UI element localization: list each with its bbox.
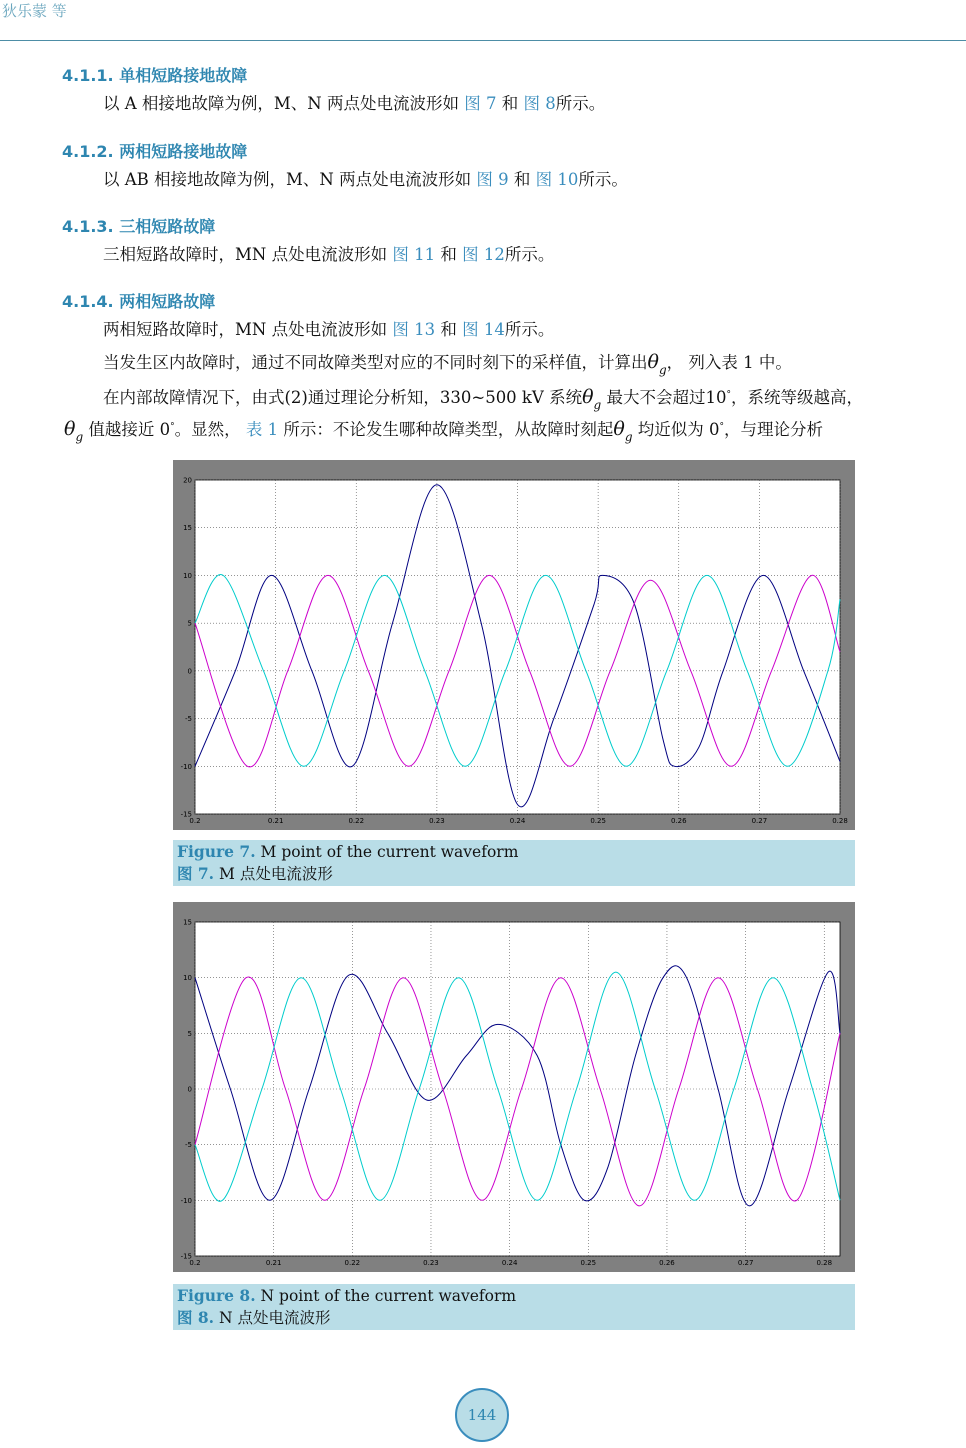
- caption-label: 图 8.: [177, 1308, 215, 1327]
- y-tick-label: 0: [187, 1085, 192, 1094]
- figure-link-11[interactable]: 图 11: [392, 245, 436, 264]
- figure-link-14[interactable]: 图 14: [462, 320, 505, 339]
- y-tick-label: -15: [180, 1252, 192, 1261]
- caption-text: M 点处电流波形: [219, 865, 333, 883]
- caption-label: Figure 7.: [177, 842, 256, 861]
- text-run: 在内部故障情况下，由式(2)通过理论分析知，330~500 kV 系统: [103, 388, 583, 407]
- x-tick-label: 0.21: [267, 817, 284, 825]
- text-run: 所示。: [504, 320, 555, 339]
- text-run: 和: [513, 170, 531, 189]
- paragraph-theta-1: [103, 351, 792, 381]
- y-tick-label: 5: [187, 1029, 192, 1038]
- y-tick-label: -10: [180, 1196, 192, 1205]
- figure-link-7[interactable]: 图 7: [464, 94, 497, 113]
- y-tick-label: -10: [180, 762, 192, 771]
- section-text-4-1-1: [103, 93, 605, 115]
- x-tick-label: 0.23: [429, 817, 445, 825]
- theta-subscript: g: [593, 398, 602, 412]
- text-run: ， 列入表 1 中。: [666, 353, 792, 372]
- text-run: 和: [440, 320, 457, 339]
- caption-text: N point of the current waveform: [260, 1287, 517, 1305]
- degree-symbol: °: [719, 422, 725, 432]
- figure-link-12[interactable]: 图 12: [462, 245, 505, 264]
- x-tick-label: 0.26: [659, 1259, 675, 1267]
- theta-symbol: θ: [613, 418, 625, 440]
- degree-symbol: °: [726, 390, 731, 400]
- x-tick-label: 0.26: [670, 817, 687, 825]
- x-tick-label: 0.27: [751, 817, 768, 825]
- running-header: 狄乐蒙 等: [2, 2, 67, 20]
- text-run: 最大不会超过10: [606, 388, 727, 407]
- section-heading-4-1-2: 4.1.2. 两相短路接地故障: [62, 142, 248, 161]
- text-run: 和: [501, 94, 519, 113]
- paragraph-theta-3: [64, 416, 823, 448]
- text-run: 。显然，: [174, 420, 241, 439]
- section-heading-4-1-3: 4.1.3. 三相短路故障: [62, 217, 216, 236]
- text-run: 和: [440, 245, 457, 264]
- header-rule: [0, 40, 966, 41]
- theta-symbol: θ: [582, 386, 594, 408]
- x-tick-label: 0.28: [832, 817, 848, 825]
- figure-7-caption: [173, 840, 855, 886]
- x-tick-label: 0.25: [590, 817, 606, 825]
- caption-label: Figure 8.: [177, 1286, 256, 1305]
- text-run: 两相短路故障时，MN 点处电流波形如: [103, 320, 388, 339]
- text-run: 所示。: [504, 245, 555, 264]
- caption-en: [177, 1285, 855, 1307]
- caption-cn: [177, 1307, 855, 1329]
- text-run: 所示。: [555, 94, 606, 113]
- section-heading-4-1-4: 4.1.4. 两相短路故障: [62, 292, 216, 311]
- table-link-1[interactable]: 表 1: [245, 420, 279, 439]
- x-tick-label: 0.24: [501, 1259, 518, 1267]
- paragraph-theta-2: [103, 384, 863, 416]
- figure-link-10[interactable]: 图 10: [535, 170, 579, 189]
- figure-8-chart: [173, 902, 855, 1272]
- text-run: 值越接近 0: [88, 420, 171, 439]
- y-tick-label: -5: [185, 715, 192, 724]
- section-text-4-1-2: [103, 169, 628, 191]
- plot-area: [195, 480, 840, 814]
- text-run: ，系统等级越高，: [730, 388, 863, 407]
- y-tick-label: -5: [185, 1141, 192, 1150]
- theta-subscript: g: [658, 363, 667, 377]
- y-tick-label: 0: [187, 667, 192, 676]
- y-tick-label: -15: [180, 810, 192, 819]
- theta-subscript: g: [624, 430, 633, 444]
- figure-8-caption: [173, 1284, 855, 1330]
- section-text-4-1-4: [103, 319, 554, 341]
- x-tick-label: 0.22: [348, 817, 365, 825]
- text-run: ，与理论分析: [724, 420, 824, 439]
- text-run: 以 AB 相接地故障为例，M、N 两点处电流波形如: [103, 170, 472, 189]
- x-tick-label: 0.21: [265, 1259, 282, 1267]
- section-heading-4-1-1: 4.1.1. 单相短路接地故障: [62, 66, 248, 85]
- theta-symbol: θ: [647, 351, 659, 373]
- theta-symbol: θ: [64, 418, 76, 440]
- text-run: 以 A 相接地故障为例，M、N 两点处电流波形如: [103, 94, 459, 113]
- figure-link-8[interactable]: 图 8: [523, 94, 556, 113]
- caption-label: 图 7.: [177, 864, 215, 883]
- y-tick-label: 10: [183, 571, 192, 580]
- y-tick-label: 15: [183, 918, 192, 927]
- text-run: 当发生区内故障时，通过不同故障类型对应的不同时刻下的采样值，计算出: [103, 353, 648, 372]
- section-text-4-1-3: [103, 244, 554, 266]
- x-tick-label: 0.2: [189, 1259, 201, 1267]
- figure-link-13[interactable]: 图 13: [392, 320, 436, 339]
- figure-8: [173, 902, 855, 1272]
- figure-7-chart: [173, 460, 855, 830]
- text-run: 所示：不论发生哪种故障类型，从故障时刻起: [283, 420, 614, 439]
- y-tick-label: 5: [187, 619, 192, 628]
- x-tick-label: 0.24: [509, 817, 526, 825]
- y-tick-label: 20: [183, 476, 192, 485]
- caption-en: [177, 841, 855, 863]
- y-tick-label: 10: [183, 974, 192, 983]
- x-tick-label: 0.2: [189, 817, 201, 825]
- x-tick-label: 0.22: [344, 1259, 361, 1267]
- caption-cn: [177, 863, 855, 885]
- page-number: 144: [455, 1388, 509, 1442]
- x-tick-label: 0.27: [737, 1259, 754, 1267]
- caption-text: M point of the current waveform: [260, 843, 519, 861]
- y-tick-label: 15: [183, 524, 192, 533]
- theta-subscript: g: [75, 430, 84, 444]
- caption-text: N 点处电流波形: [219, 1309, 331, 1327]
- x-tick-label: 0.28: [816, 1259, 833, 1267]
- figure-link-9[interactable]: 图 9: [476, 170, 509, 189]
- text-run: 三相短路故障时，MN 点处电流波形如: [103, 245, 388, 264]
- degree-symbol: °: [170, 422, 175, 432]
- figure-7: [173, 460, 855, 830]
- text-run: 所示。: [578, 170, 628, 189]
- text-run: 均近似为 0: [637, 420, 720, 439]
- x-tick-label: 0.25: [580, 1259, 597, 1267]
- x-tick-label: 0.23: [423, 1259, 439, 1267]
